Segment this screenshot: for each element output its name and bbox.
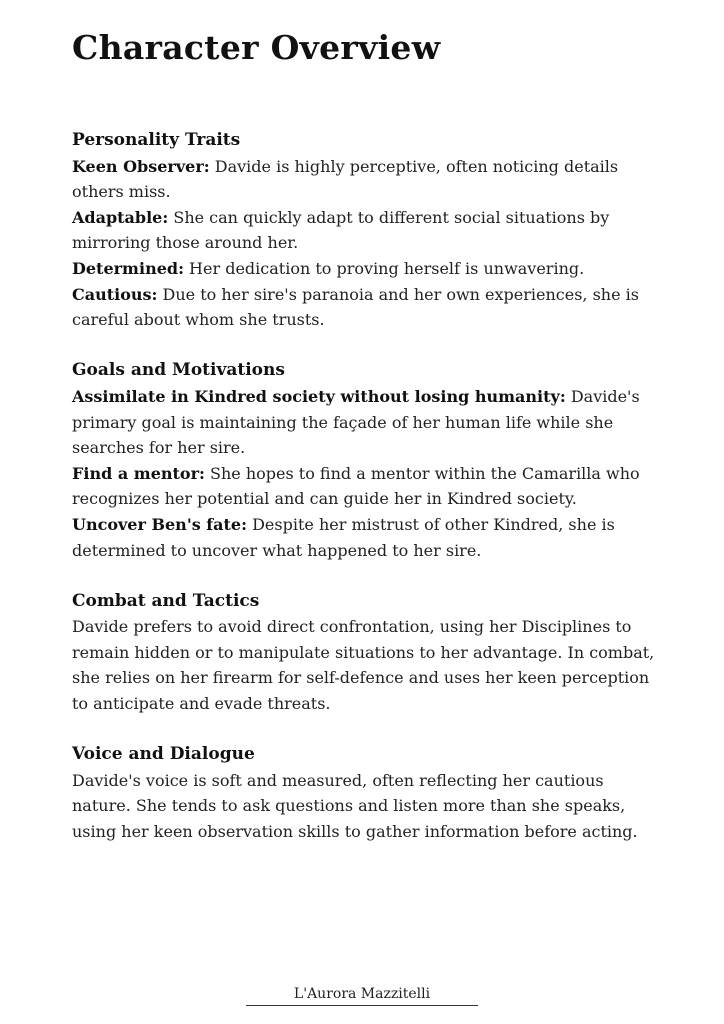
page-title: Character Overview (72, 28, 441, 67)
document-body (72, 128, 662, 870)
section-body: Davide's voice is soft and measured, often reflecting her cautious nature. She tends to ask questions and listen more than she speaks, using her keen observation skills to gather information before acting. (72, 770, 638, 842)
trait-text: Davide is highly perceptive, often noticing details others miss. (72, 156, 619, 202)
trait-term: Cautious: (72, 284, 158, 304)
section-goals-motivations (72, 358, 662, 563)
trait-text: She can quickly adapt to different social situations by mirroring those around her. (72, 207, 610, 253)
trait-term: Keen Observer: (72, 156, 210, 176)
section-voice-dialogue (72, 742, 662, 844)
section-heading: Personality Traits (72, 130, 241, 150)
goal-text: She hopes to find a mentor within the Camarilla who recognizes her potential and can guide her in Kindred society. (72, 463, 640, 509)
trait-text: Due to her sire's paranoia and her own experiences, she is careful about whom she trusts. (72, 284, 639, 330)
goal-item (72, 461, 662, 512)
goal-text: Davide's primary goal is maintaining the façade of her human life while she searches for her sire. (72, 386, 640, 458)
goal-text: Despite her mistrust of other Kindred, she is determined to uncover what happened to her sire. (72, 514, 615, 560)
section-heading: Goals and Motivations (72, 360, 285, 381)
author-footer: L'Aurora Mazzitelli (246, 983, 478, 1006)
trait-item (72, 205, 662, 256)
trait-term: Determined: (72, 258, 184, 278)
section-combat-tactics (72, 589, 662, 717)
section-body: Davide prefers to avoid direct confrontation, using her Disciplines to remain hidden or to manipulate situations to her advantage. In combat, she relies on her firearm for self-defence and uses her keen perception to anticipate and evade threats. (72, 617, 655, 714)
trait-text: Her dedication to proving herself is unwavering. (183, 258, 585, 278)
trait-item (72, 154, 662, 205)
goal-item (72, 512, 662, 563)
goal-item (72, 384, 662, 461)
goal-term: Assimilate in Kindred society without losing humanity: (72, 386, 566, 406)
trait-term: Adaptable: (72, 207, 169, 227)
section-personality-traits (72, 128, 662, 333)
goal-term: Find a mentor: (72, 463, 205, 483)
goal-term: Uncover Ben's fate: (72, 514, 248, 534)
section-heading: Combat and Tactics (72, 590, 260, 611)
trait-item (72, 282, 662, 333)
trait-item (72, 256, 662, 282)
section-heading: Voice and Dialogue (72, 744, 255, 765)
